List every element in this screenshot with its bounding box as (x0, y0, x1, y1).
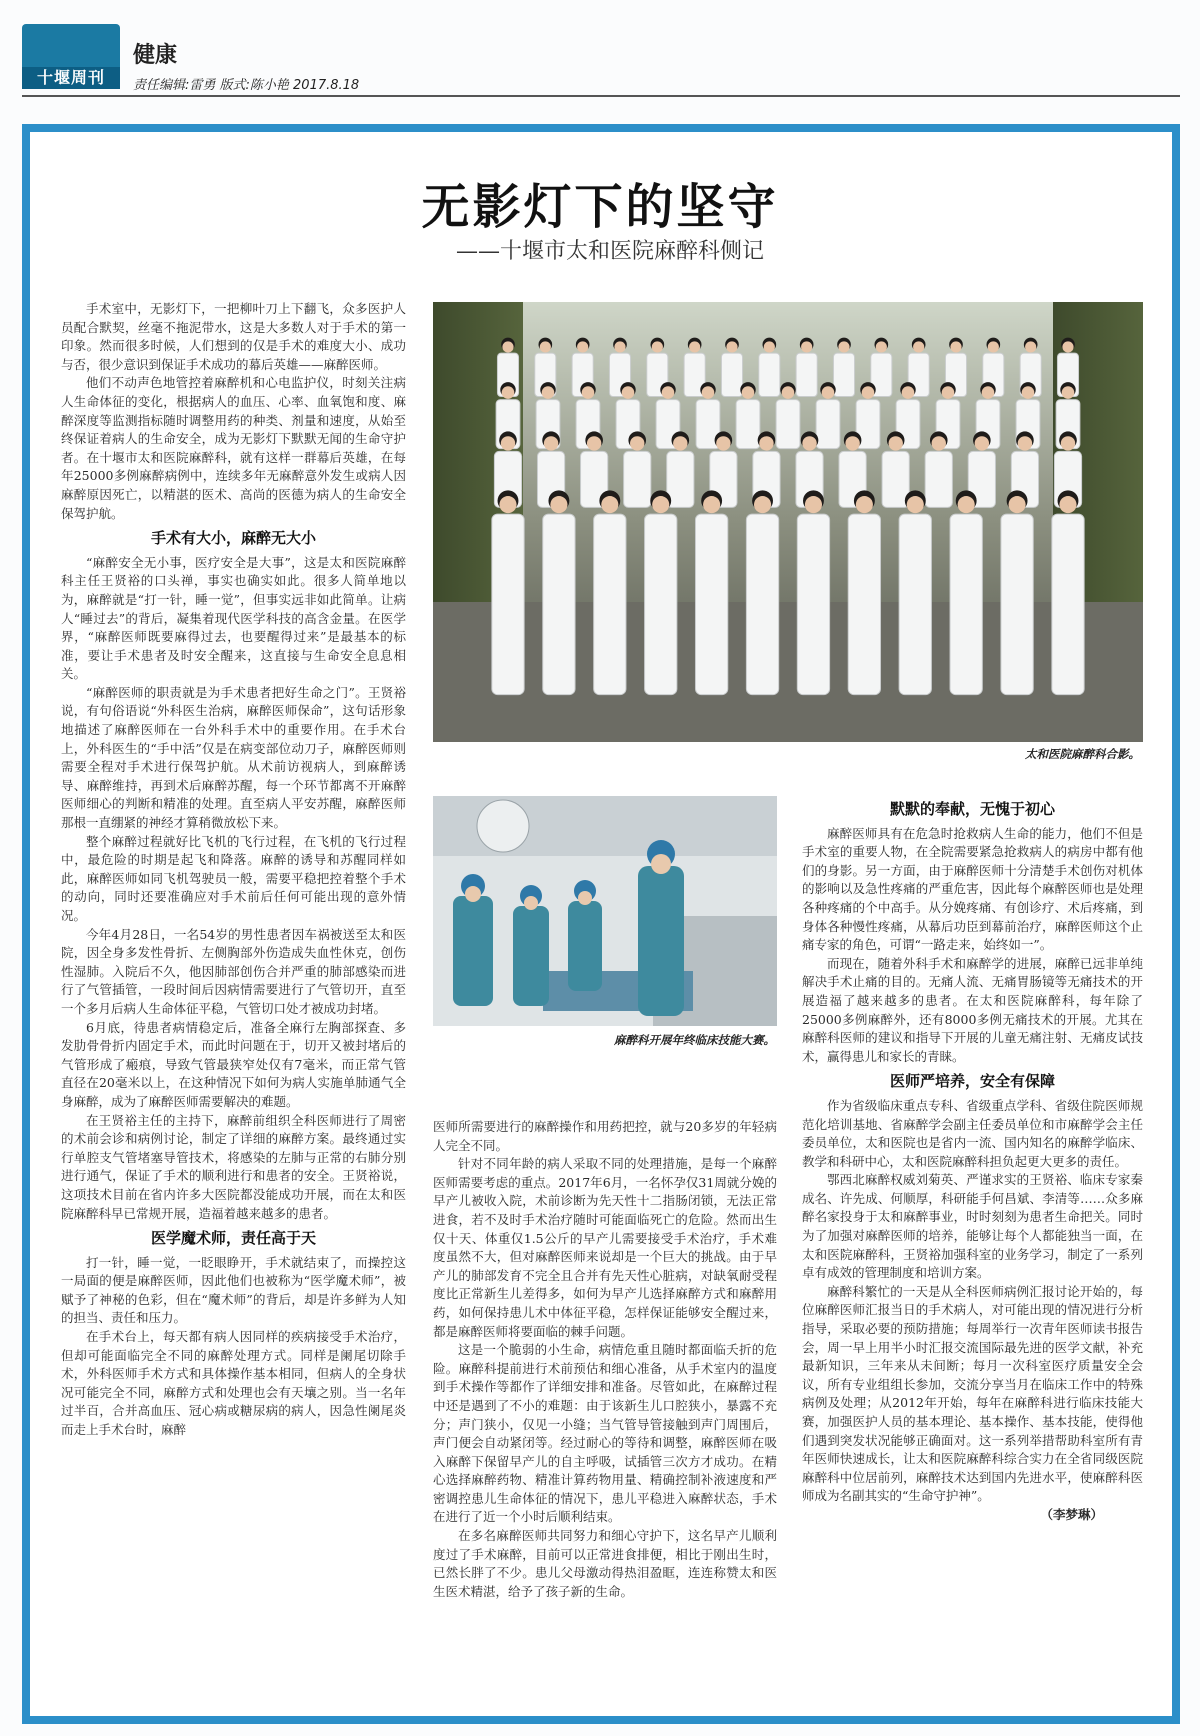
byline: （李梦琳） (1040, 1506, 1103, 1522)
contest-photo (433, 796, 777, 1026)
headline: 无影灯下的坚守 (421, 179, 779, 235)
section-heading: 默默的奉献，无愧于初心 (889, 800, 1055, 818)
subheadline: ——十堰市太和医院麻醉科侧记 (455, 239, 764, 264)
paragraph: 这是一个脆弱的小生命，病情危重且随时都面临夭折的危险。麻醉科提前进行术前预估和细心准备，从手术室内的温度到手术操作等都作了详细安排和准备。尽管如此，在麻醉过程中还是遇到了不小的难题：由于该新生儿口腔狭小，暴露不充分；声门狭小，仅见一小缝；当气管导管接触到声门周围后，声门便会自动紧闭等。经过耐心的等待和调整，麻醉医师在吸入麻醉下保留早产儿的自主呼吸，试插管三次方才成功。在精心选择麻醉药物、精准计算药物用量、精确控制补液速度和严密调控患儿生命体征的情况下，患儿平稳进入麻醉状态，手术在进行了近一个小时后顺利结束。 (433, 1342, 777, 1525)
article-column-1 (61, 300, 406, 1440)
section-heading: 手术有大小，麻醉无大小 (150, 529, 316, 548)
logo-text: 十堰周刊 (22, 67, 120, 89)
paragraph: 在多名麻醉医师共同努力和细心守护下，这名早产儿顺利度过了手术麻醉，目前可以正常进食排便，相比于刚出生时，已然长胖了不少。患儿父母激动得热泪盈眶，连连称赞太和医生医术精湛，给予了孩子新的生命。 (433, 1528, 777, 1599)
contest-photo-caption: 麻醉科开展年终临床技能大赛。 (614, 1033, 775, 1047)
paragraph: 鄂西北麻醉权威刘菊英、严谨求实的王贤裕、临床专家秦成名、许先成、何顺厚，科研能手何昌斌、李清等……众多麻醉名家投身于太和麻醉事业，时时刻刻为患者生命把关。同时为了加强对麻醉医师的培养，能够让每个人都能独当一面，在太和医院麻醉科，王贤裕加强科室的业务学习，制定了一系列卓有成效的管理制度和培训方案。 (802, 1172, 1143, 1281)
paragraph: “麻醉安全无小事，医疗安全是大事”，这是太和医院麻醉科主任王贤裕的口头禅，事实也确实如此。很多人简单地以为，麻醉就是“打一针，睡一觉”，但事实远非如此简单。让病人“睡过去”的背后，凝集着现代医学科技的高含金量。在医学界，“麻醉医师既要麻得过去，也要醒得过来”是最基本的标准，要让手术患者及时安全醒来，这直接与生命安全息息相关。 (61, 554, 406, 682)
paragraph: 在王贤裕主任的主持下，麻醉前组织全科医师进行了周密的术前会诊和病例讨论，制定了详细的麻醉方案。最终通过实行单腔支气管堵塞导管技术，将感染的左肺与正常的右肺分别进行通气，保证了手术的顺利进行和患者的安全。王贤裕说，这项技术目前在省内许多大医院都没能成功开展，而在太和医院麻醉科早已常规开展，造福着越来越多的患者。 (61, 1112, 406, 1221)
group-photo-caption: 太和医院麻醉科合影。 (1025, 747, 1140, 761)
paragraph: 6月底，待患者病情稳定后，准备全麻行左胸部探查、多发肋骨骨折内固定手术，而此时问题在于，切开又被封堵后的气管形成了瘢痕，导致气管最狭窄处仅有7毫米，而正常气管直径在20毫米以上，在这种情况下如何为病人实施单肺通气全身麻醉，成为了麻醉医师需要解决的难题。 (61, 1019, 406, 1109)
paragraph: 医师所需要进行的麻醉操作和用药把控，就与20多岁的年轻病人完全不同。 (433, 1119, 777, 1153)
paragraph: 作为省级临床重点专科、省级重点学科、省级住院医师规范化培训基地、省麻醉学会副主任委员单位和市麻醉学会主任委员单位，太和医院也是省内一流、国内知名的麻醉学临床、教学和科研中心，太和医院麻醉科担负起更大更多的责任。 (802, 1097, 1143, 1169)
paragraph: 他们不动声色地管控着麻醉机和心电监护仪，时刻关注病人生命体征的变化，根据病人的血压、心率、血氧饱和度、麻醉深度等监测指标随时调整用药的种类、剂量和速度，从始至终保证着病人的生命安全，成为无影灯下默默无闻的生命守护者。在十堰市太和医院麻醉科，就有这样一群幕后英雄，在每年25000多例麻醉病例中，连续多年无麻醉意外发生或病人因麻醉原因死亡，以精湛的医术、高尚的医德为病人的生命安全保驾护航。 (61, 375, 406, 521)
paragraph: 麻醉医师具有在危急时抢救病人生命的能力，他们不但是手术室的重要人物，在全院需要紧急抢救病人的病房中都有他们的身影。另一方面，由于麻醉医师十分清楚手术创伤对机体的影响以及急性疼痛的严重危害，因此每个麻醉医师也是处理各种疼痛的个中高手。从分娩疼痛、有创诊疗、术后疼痛，到身体各种慢性疼痛，从幕后功臣到幕前治疗，麻醉医师这个止痛专家的角色，可谓“一路走来，始终如一”。 (802, 825, 1143, 953)
article-column-2 (433, 1118, 777, 1601)
paragraph: 而现在，随着外科手术和麻醉学的进展，麻醉已远非单纯解决手术止痛的目的。无痛人流、无痛胃肠镜等无痛技术的开展造福了越来越多的患者。在太和医院麻醉科，每年除了25000多例麻醉外，还有8000多例无痛技术的开展。尤其在麻醉科医师的建议和指导下开展的儿童无痛注射、无痛皮试技术，赢得患儿和家长的青睐。 (802, 955, 1143, 1064)
paragraph: 今年4月28日，一名54岁的男性患者因车祸被送至太和医院，因全身多发性骨折、左侧胸部外伤造成失血性休克，创伤性湿肺。入院后不久，他因肺部创伤合并严重的肺部感染而进行了气管插管，一段时间后因病情需要进行了气管切开，直至一个多月后病人生命体征平稳，气管切口处才被成功封堵。 (61, 926, 406, 1016)
section-heading: 医师严培养，安全有保障 (889, 1072, 1055, 1091)
editor-line: 责任编辑:雷勇 版式:陈小艳 2017.8.18 (133, 78, 360, 93)
paragraph: “麻醉医师的职责就是为手术患者把好生命之门”。王贤裕说，有句俗语说“外科医生治病，麻醉医师保命”，这句话形象地描述了麻醉医师在一台外科手术中的重要作用。在手术台上，外科医生的“手中活”仅是在病变部位动刀子，麻醉医师则需要全程对手术进行保驾护航。从术前访视病人，到麻醉诱导、麻醉维持，再到术后麻醉苏醒，每一个环节都离不开麻醉医师细心的判断和精准的处理。直至病人平安苏醒，麻醉医师那根一直绷紧的神经才算稍微放松下来。 (61, 684, 406, 831)
article-column-3 (802, 794, 1143, 1525)
section-title: 健康 (133, 43, 178, 68)
paragraph: 手术室中，无影灯下，一把柳叶刀上下翻飞，众多医护人员配合默契，丝毫不拖泥带水，这是大多数人对于手术的第一印象。然而很多时候，人们想到的仅是手术的难度大小、成功与否，很少意识到保证手术成功的幕后英雄——麻醉医师。 (61, 301, 406, 372)
paragraph: 麻醉科繁忙的一天是从全科医师病例汇报讨论开始的，每位麻醉医师汇报当日的手术病人，对可能出现的情况进行分析指导，采取必要的预防措施；每周举行一次青年医师读书报告会，周一早上用半小时汇报交流国际最先进的医学文献，补充最新知识，三年来从未间断；每月一次科室医疗质量安全会议，所有专业组组长参加，交流分享当月在临床工作中的特殊病例及处理；从2012年开始，每年在麻醉科进行临床技能大赛，加强医护人员的基本理论、基本操作、基本技能，使得他们遇到突发状况能够正确面对。这一系列举措帮助科室所有青年医师快速成长，让太和医院麻醉科综合实力在全省同级医院麻醉科中位居前列，麻醉技术达到国内先进水平，使麻醉科医师成为名副其实的“生命守护神”。 (802, 1283, 1143, 1504)
paragraph: 在手术台上，每天都有病人因同样的疾病接受手术治疗，但却可能面临完全不同的麻醉处理方式。同样是阑尾切除手术，外科医师手术方式和具体操作基本相同，但病人的全身状况可能完全不同，麻醉方式和处理也会有天壤之别。当一名年过半百，合并高血压、冠心病或糖尿病的病人，因急性阑尾炎而走上手术台时，麻醉 (61, 1329, 406, 1438)
section-heading: 医学魔术师，责任高于天 (150, 1229, 316, 1248)
masthead-rule (22, 95, 1180, 97)
logo-block (22, 24, 120, 67)
paragraph: 打一针，睡一觉，一眨眼睁开，手术就结束了，而操控这一局面的便是麻醉医师，因此他们也被称为“医学魔术师”，被赋予了神秘的色彩，但在“魔术师”的背后，却是许多鲜为人知的担当、责任和压力。 (61, 1254, 406, 1326)
paragraph: 整个麻醉过程就好比飞机的飞行过程，在飞机的飞行过程中，最危险的时期是起飞和降落。麻醉的诱导和苏醒同样如此，麻醉医师如同飞机驾驶员一般，需要平稳把控着整个手术的动向，同时还要准确应对手术前后任何可能出现的意外情况。 (61, 833, 406, 923)
group-photo (433, 302, 1143, 742)
paragraph: 针对不同年龄的病人采取不同的处理措施，是每一个麻醉医师需要考虑的重点。2017年6月，一名怀孕仅31周就分娩的早产儿被收入院，术前诊断为先天性十二指肠闭锁，无法正常进食，若不及时手术治疗随时可能面临死亡的危险。然而出生仅十天、体重仅1.5公斤的早产儿需要接受手术治疗，手术难度虽然不大，但对麻醉医师来说却是一个巨大的挑战。由于早产儿的肺部发育不完全且合并有先天性心脏病，对缺氧耐受程度比正常新生儿差得多，如何为早产儿选择麻醉方式和麻醉用药，如何保持患儿术中体征平稳，怎样保证能够安全醒过来，都是麻醉医师将要面临的棘手问题。 (433, 1156, 777, 1339)
newspaper-logo (22, 24, 120, 89)
